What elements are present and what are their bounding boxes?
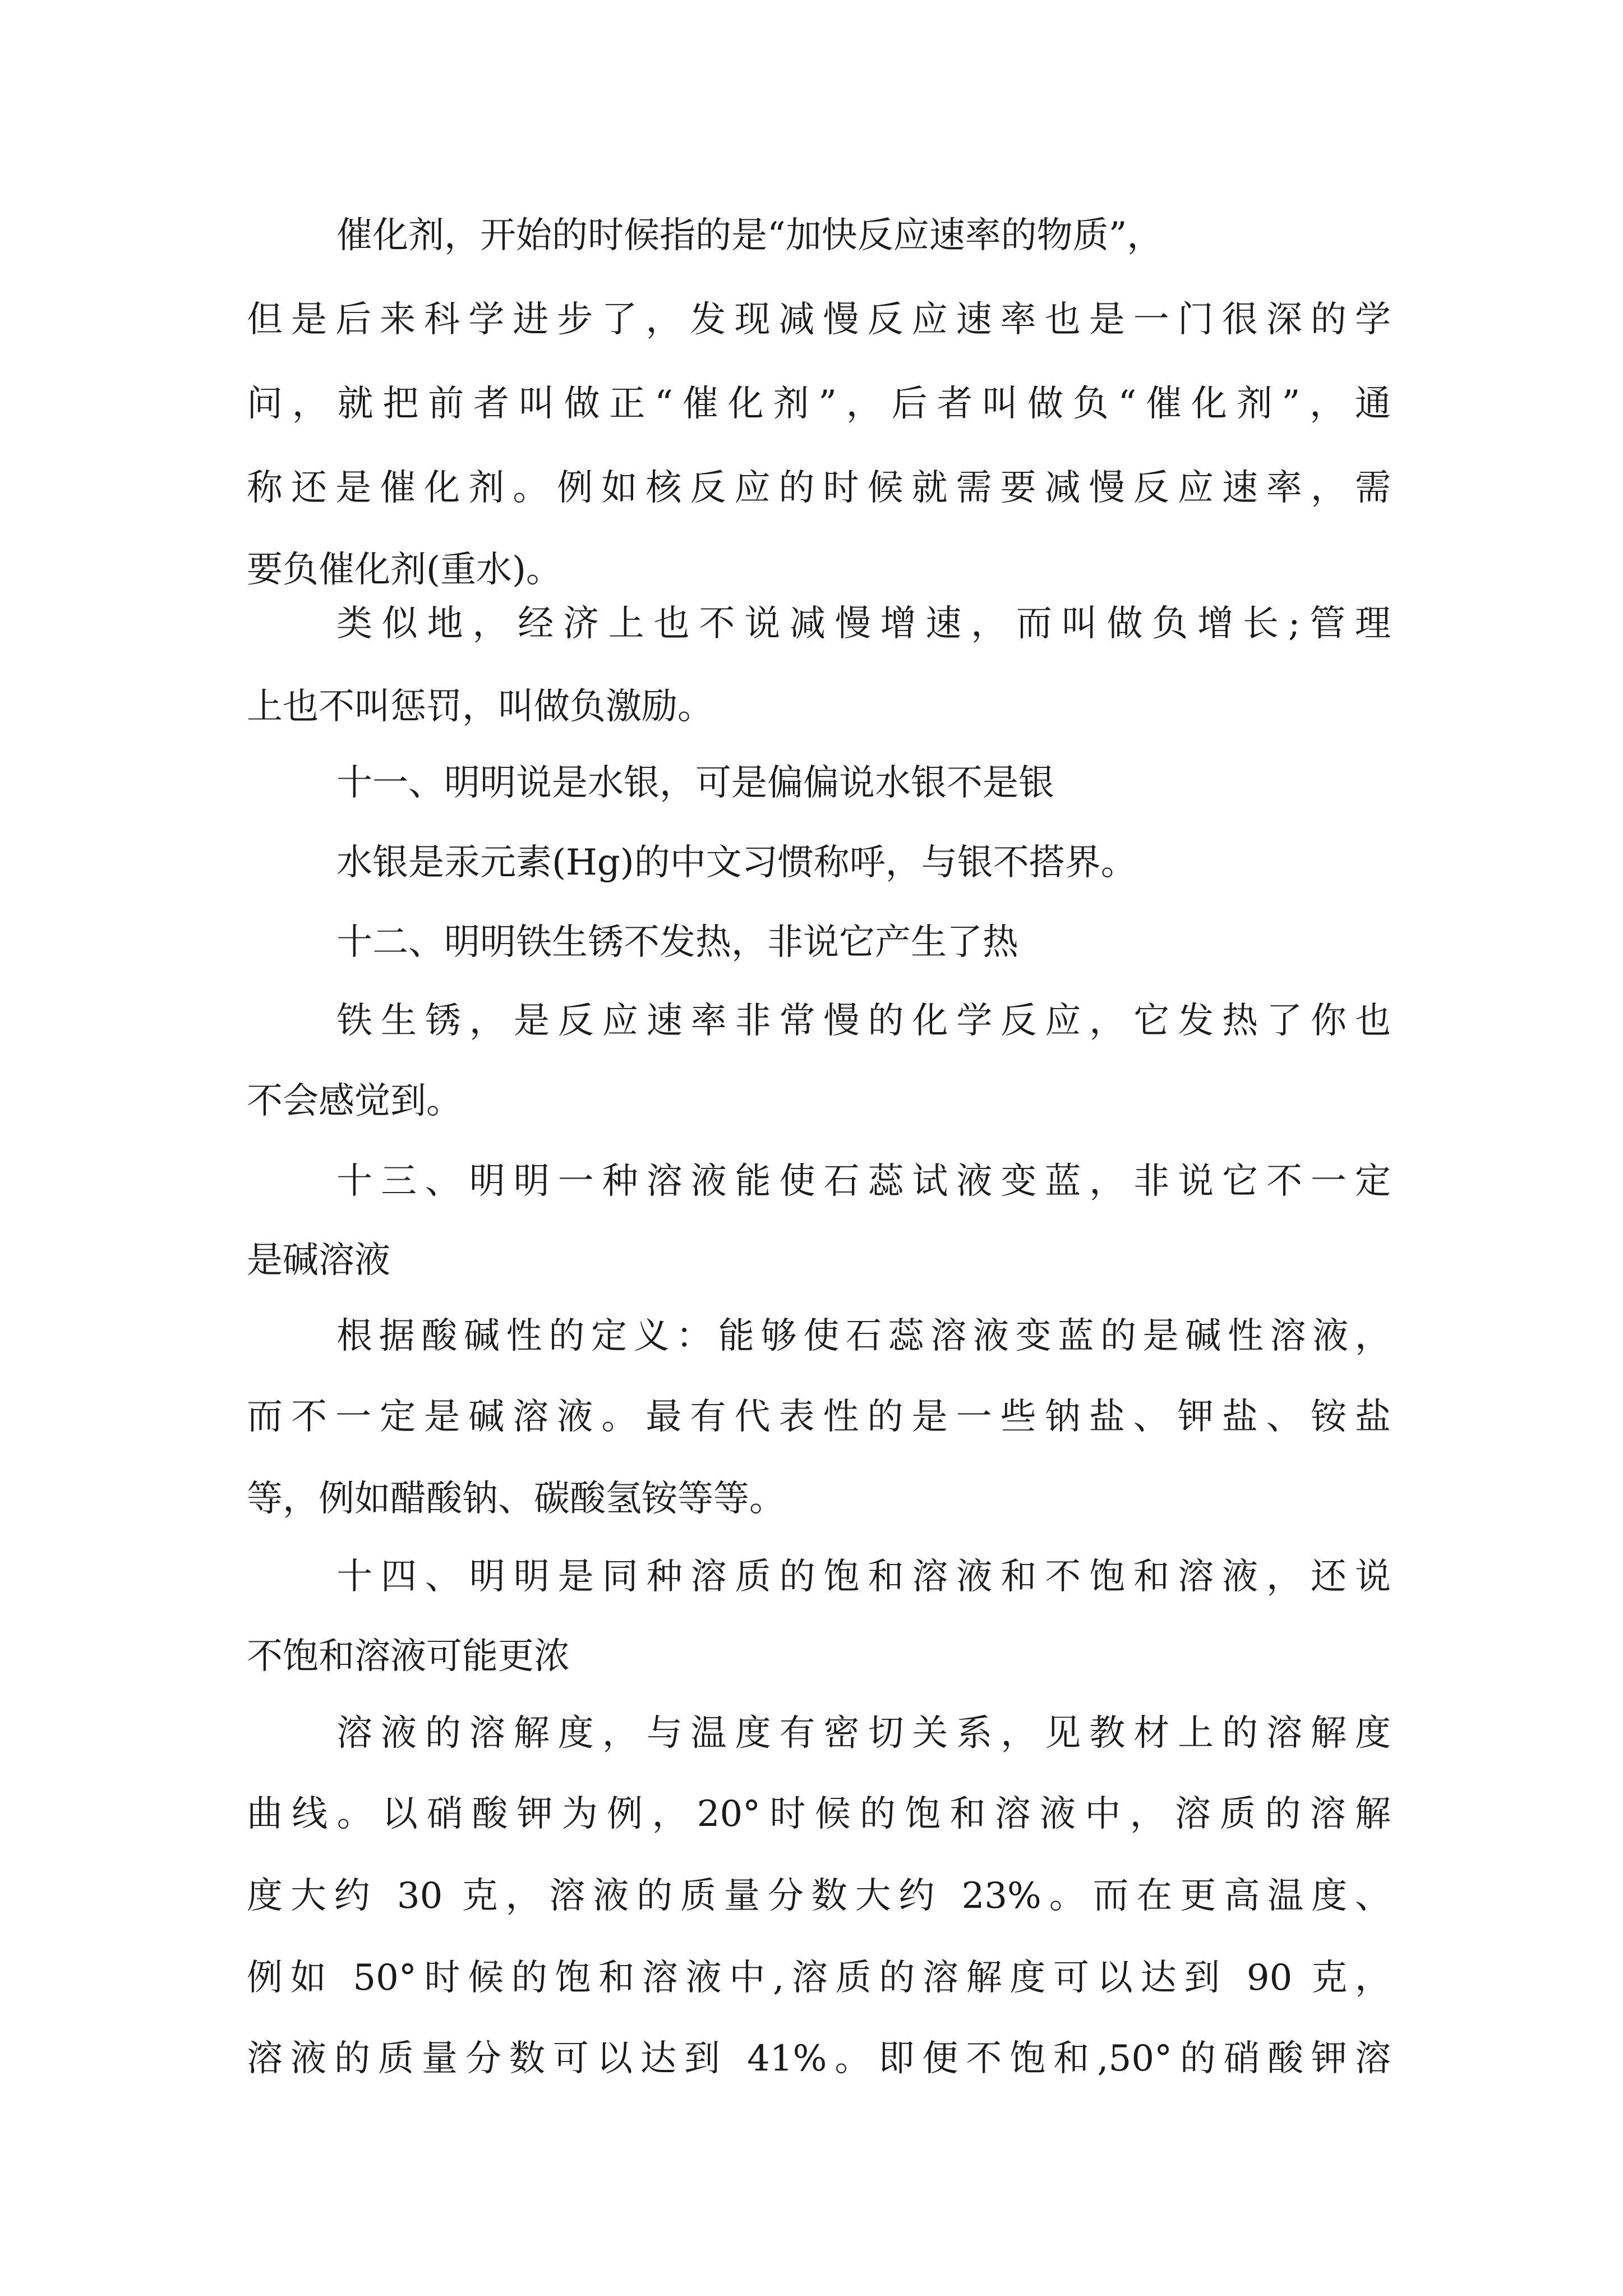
text-line: 催化剂，开始的时候指的是“加快反应速率的物质”， — [336, 215, 1163, 256]
text-line: 而不一定是碱溶液。最有代表性的是一些钠盐、钾盐、铵盐 — [247, 1396, 1391, 1438]
text-line: 上也不叫惩罚，叫做负激励。 — [247, 686, 713, 728]
text-line: 曲线。以硝酸钾为例，20°时候的饱和溶液中，溶质的溶解 — [247, 1793, 1391, 1835]
text-line: 问，就把前者叫做正“催化剂”，后者叫做负“催化剂”，通 — [247, 383, 1391, 425]
section-heading: 十三、明明一种溶液能使石蕊试液变蓝，非说它不一定 — [336, 1161, 1391, 1202]
text-line: 称还是催化剂。例如核反应的时候就需要减慢反应速率，需 — [247, 467, 1391, 509]
text-line: 铁生锈，是反应速率非常慢的化学反应，它发热了你也 — [336, 1000, 1391, 1042]
text-line: 例如 50°时候的饱和溶液中,溶质的溶解度可以达到 90 克， — [247, 1957, 1391, 1999]
text-line: 溶液的质量分数可以达到 41%。即便不饱和,50°的硝酸钾溶 — [247, 2038, 1391, 2079]
section-heading: 十四、明明是同种溶质的饱和溶液和不饱和溶液，还说 — [336, 1556, 1391, 1598]
text-line: 水银是汞元素(Hg)的中文习惯称呼，与银不搭界。 — [336, 842, 1137, 884]
text-line: 根据酸碱性的定义：能够使石蕊溶液变蓝的是碱性溶液， — [336, 1315, 1391, 1357]
text-line: 类似地，经济上也不说减慢增速，而叫做负增长;管理 — [336, 603, 1391, 645]
text-line: 不会感觉到。 — [247, 1080, 462, 1122]
section-heading: 十一、明明说是水银，可是偏偏说水银不是银 — [336, 762, 1054, 804]
text-line: 度大约 30 克，溶液的质量分数大约 23%。而在更高温度、 — [247, 1875, 1391, 1917]
section-heading: 不饱和溶液可能更浓 — [247, 1636, 570, 1677]
text-line: 溶液的溶解度，与温度有密切关系，见教材上的溶解度 — [336, 1713, 1391, 1754]
text-line: 但是后来科学进步了，发现减慢反应速率也是一门很深的学 — [247, 299, 1391, 341]
section-heading: 是碱溶液 — [247, 1240, 390, 1281]
text-line: 要负催化剂(重水)。 — [247, 549, 562, 591]
section-heading: 十二、明明铁生锈不发热，非说它产生了热 — [336, 922, 1018, 963]
text-line: 等，例如醋酸钠、碳酸氢铵等等。 — [247, 1478, 785, 1520]
